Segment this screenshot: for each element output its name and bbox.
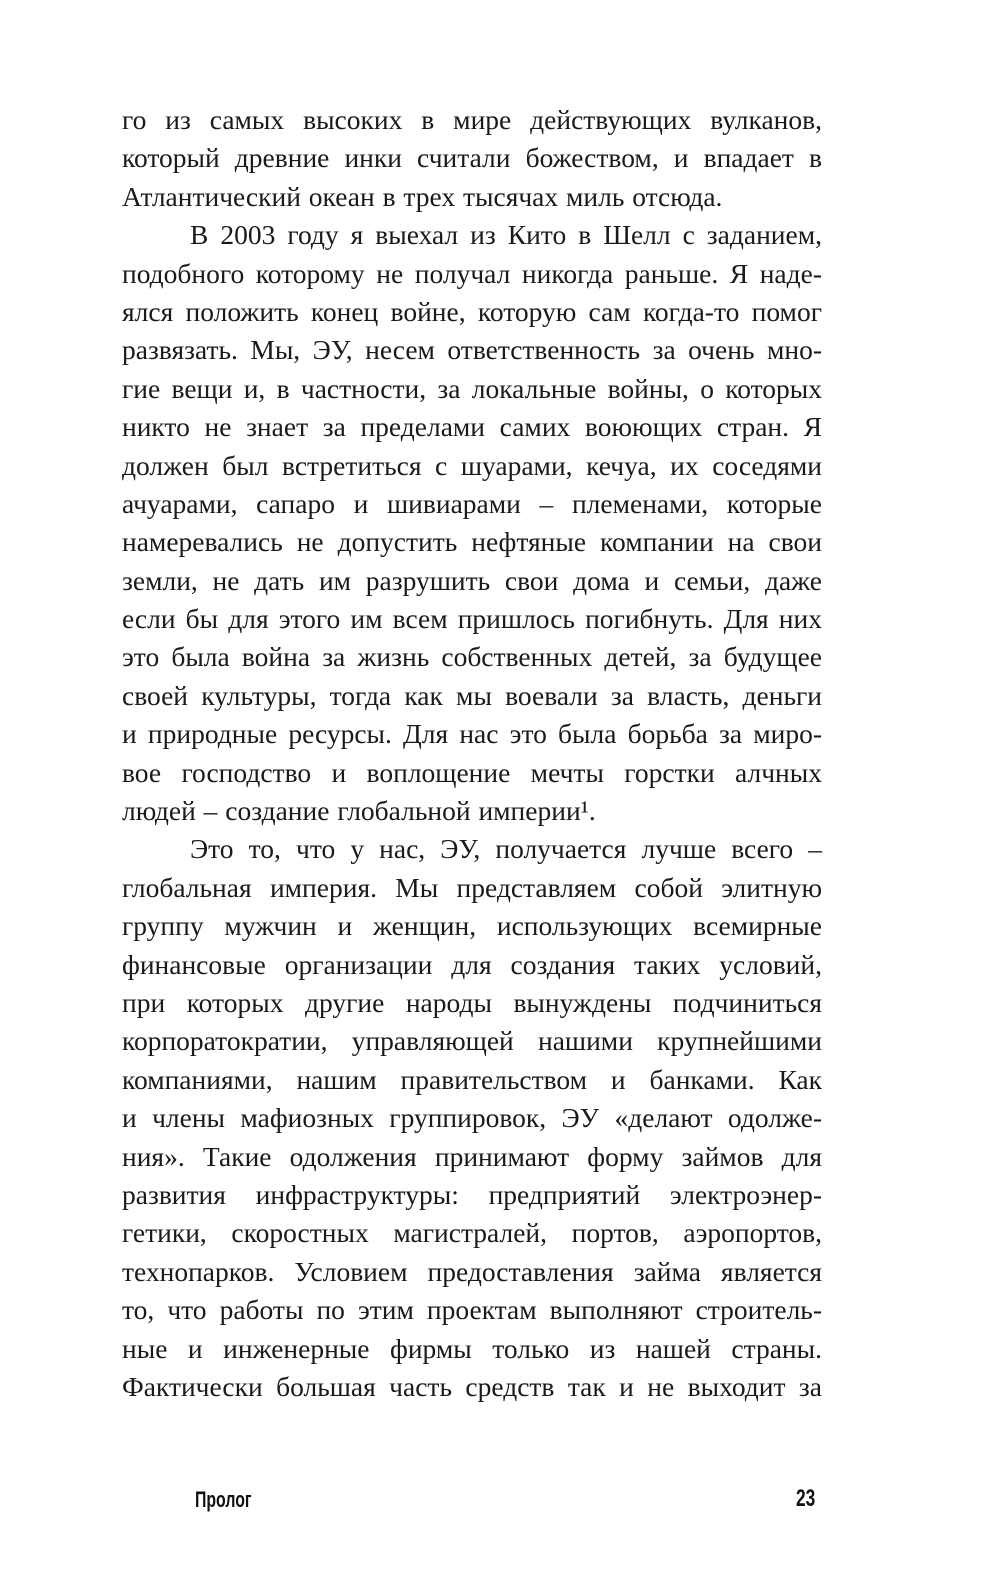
page-number: 23 [796, 1485, 816, 1512]
text-line: гие вещи и, в частности, за локальные войны, о которых [122, 372, 822, 404]
text-line: людей – создание глобальной империи¹. [122, 795, 596, 827]
text-line: компаниями, нашим правительством и банками. Как [122, 1063, 822, 1095]
text-line: то, что работы по этим проектам выполняют строитель- [122, 1294, 822, 1326]
text-line: если бы для этого им всем пришлось погибнуть. Для них [122, 603, 822, 635]
text-line: который древние инки считали божеством, и впадает в [122, 142, 822, 174]
text-line: должен был встретиться с шуарами, кечуа, их соседями [122, 449, 822, 481]
text-line: подобного которому не получал никогда раньше. Я наде- [122, 257, 822, 289]
text-line: это была война за жизнь собственных детей, за будущее [122, 641, 822, 673]
text-line: ные и инженерные фирмы только из нашей страны. [122, 1332, 822, 1364]
text-line: гетики, скоростных магистралей, портов, аэропортов, [122, 1217, 822, 1249]
text-line: глобальная империя. Мы представляем собой элитную [122, 871, 822, 903]
text-line: своей культуры, тогда как мы воевали за власть, деньги [122, 679, 822, 711]
text-line: и природные ресурсы. Для нас это была борьба за миро- [122, 718, 822, 750]
text-line: развития инфраструктуры: предприятий электроэнер- [122, 1178, 822, 1210]
text-line: и члены мафиозных группировок, ЭУ «делают одолже- [122, 1102, 822, 1134]
text-line: корпоратократии, управляющей нашими крупнейшими [122, 1025, 822, 1057]
text-line: развязать. Мы, ЭУ, несем ответственность за очень мно- [122, 334, 822, 366]
text-line: Атлантический океан в трех тысячах миль отсюда. [122, 180, 723, 212]
text-line: ния». Такие одолжения принимают форму займов для [122, 1140, 822, 1172]
text-line: ачуарами, сапаро и шивиарами – племенами, которые [122, 487, 822, 519]
text-line: ялся положить конец войне, которую сам когда-то помог [122, 295, 822, 327]
text-line: Фактически большая часть средств так и не выходит за [122, 1370, 822, 1402]
text-line: В 2003 году я выехал из Кито в Шелл с заданием, [190, 219, 822, 251]
text-line: вое господство и воплощение мечты горстки алчных [122, 756, 822, 788]
text-line: намеревались не допустить нефтяные компании на свои [122, 526, 822, 558]
text-line: финансовые организации для создания таких условий, [122, 948, 822, 980]
text-line: технопарков. Условием предоставления займа является [122, 1255, 822, 1287]
running-footer-section-title: Пролог [195, 1487, 252, 1512]
text-line: земли, не дать им разрушить свои дома и семьи, даже [122, 564, 822, 596]
body-text [122, 101, 822, 1406]
text-line: никто не знает за пределами самих воюющих стран. Я [122, 411, 822, 443]
text-line: группу мужчин и женщин, использующих всемирные [122, 910, 822, 942]
text-line: го из самых высоких в мире действующих вулканов, [122, 104, 822, 135]
text-line: Это то, что у нас, ЭУ, получается лучше всего – [190, 833, 822, 865]
text-line: при которых другие народы вынуждены подчиниться [122, 986, 822, 1018]
